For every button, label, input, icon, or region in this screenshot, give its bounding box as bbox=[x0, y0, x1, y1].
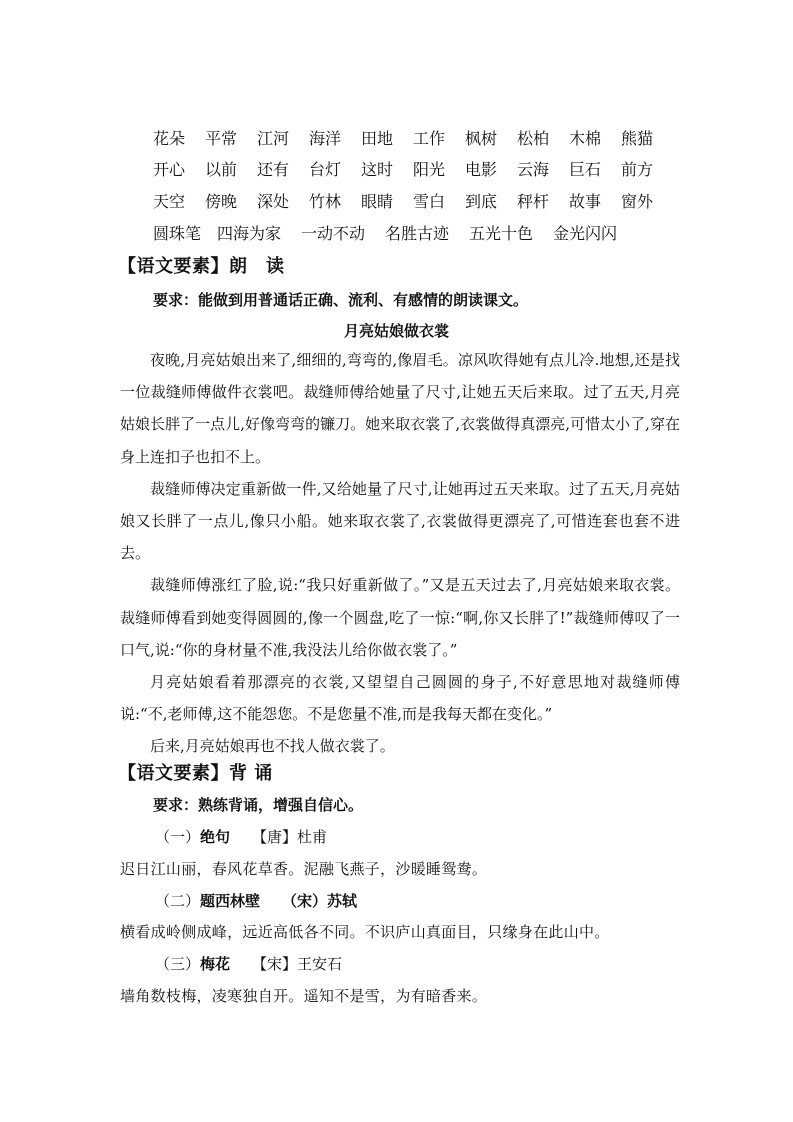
word-row-3 bbox=[153, 189, 653, 212]
poem-title: 题西林壁 bbox=[200, 892, 261, 910]
word-row-1 bbox=[153, 126, 653, 149]
word: 一动不动 bbox=[301, 224, 366, 243]
recite-requirement: 要求：熟练背诵，增强自信心。 bbox=[153, 796, 364, 814]
word: 海洋 bbox=[309, 129, 342, 148]
word: 竹林 bbox=[309, 192, 342, 211]
story-paragraph: 裁缝师傅涨红了脸,说:“我只好重新做了。”又是五天过去了,月亮姑娘来取衣裳。裁缝师傅看到她变得圆圆的,像一个圆盘,吃了一惊:“啊,你又长胖了!”裁缝师傅叹了一口气,说:“你的身材量不准,我没法儿给你做衣裳了。” bbox=[120, 576, 680, 659]
word: 阳光 bbox=[413, 160, 446, 179]
word: 天空 bbox=[153, 192, 186, 211]
poem-text: 墙角数枝梅，凌寒独自开。遥知不是雪，为有暗香来。 bbox=[120, 987, 488, 1005]
story-paragraph: 后来,月亮姑娘再也不找人做衣裳了。 bbox=[150, 737, 395, 756]
poem-index: （二） bbox=[155, 892, 201, 910]
word: 五光十色 bbox=[469, 224, 534, 243]
word: 电影 bbox=[465, 160, 498, 179]
word: 金光闪闪 bbox=[553, 224, 618, 243]
word: 枫树 bbox=[465, 129, 498, 148]
word: 名胜古迹 bbox=[385, 224, 450, 243]
word: 秤杆 bbox=[517, 192, 550, 211]
poem-title: 绝句 bbox=[200, 828, 231, 846]
word: 木棉 bbox=[569, 129, 602, 148]
reading-requirement: 要求：能做到用普通话正确、流利、有感情的朗读课文。 bbox=[153, 291, 529, 309]
word-row-4 bbox=[153, 221, 617, 244]
poem-title-row bbox=[155, 953, 342, 974]
word: 平常 bbox=[205, 129, 238, 148]
poem-index: （三） bbox=[155, 955, 201, 973]
word: 工作 bbox=[413, 129, 446, 148]
poem-author: 【宋】王安石 bbox=[252, 955, 343, 973]
word: 台灯 bbox=[309, 160, 342, 179]
word: 深处 bbox=[257, 192, 290, 211]
poem-text: 迟日江山丽，春风花草香。泥融飞燕子，沙暖睡鸳鸯。 bbox=[120, 860, 488, 878]
word: 故事 bbox=[569, 192, 602, 211]
poem-title: 梅花 bbox=[200, 955, 231, 973]
word: 傍晚 bbox=[205, 192, 238, 211]
word-row-2 bbox=[153, 157, 653, 180]
poem-title-row bbox=[155, 890, 357, 911]
word: 还有 bbox=[257, 160, 290, 179]
word: 以前 bbox=[205, 160, 238, 179]
word: 圆珠笔 bbox=[153, 224, 202, 243]
story-body bbox=[120, 344, 680, 763]
poem-text: 横看成岭侧成峰，远近高低各不同。不识庐山真面目，只缘身在此山中。 bbox=[120, 923, 610, 941]
story-paragraph: 夜晚,月亮姑娘出来了,细细的,弯弯的,像眉毛。凉风吹得她有点儿冷.地想,还是找一位裁缝师傅做件衣裳吧。裁缝师傅给她量了尺寸,让她五天后来取。过了五天,月亮姑娘长胖了一点儿,好像弯弯的镰刀。她来取衣裳了,衣裳做得真漂亮,可惜太小了,穿在身上连扣子也扣不上。 bbox=[120, 351, 680, 466]
poem-index: （一） bbox=[155, 828, 201, 846]
story-title: 月亮姑娘做衣裳 bbox=[343, 322, 449, 340]
section-heading-recite: 【语文要素】背 诵 bbox=[118, 763, 273, 784]
word: 巨石 bbox=[569, 160, 602, 179]
word: 窗外 bbox=[621, 192, 654, 211]
word: 松柏 bbox=[517, 129, 550, 148]
word: 前方 bbox=[621, 160, 654, 179]
word: 开心 bbox=[153, 160, 186, 179]
word: 花朵 bbox=[153, 129, 186, 148]
word: 云海 bbox=[517, 160, 550, 179]
poem-title-row bbox=[155, 826, 327, 847]
story-paragraph: 月亮姑娘看着那漂亮的衣裳,又望望自己圆圆的身子,不好意思地对裁缝师傅说:“不,老师傅,这不能怨您。不是您量不准,而是我每天都在变化。” bbox=[120, 673, 680, 724]
word: 这时 bbox=[361, 160, 394, 179]
word: 眼睛 bbox=[361, 192, 394, 211]
poem-author: 【唐】杜甫 bbox=[252, 828, 328, 846]
word: 四海为家 bbox=[217, 224, 282, 243]
poem-author: （宋）苏轼 bbox=[282, 892, 358, 910]
word: 江河 bbox=[257, 129, 290, 148]
section-heading-reading: 【语文要素】朗 读 bbox=[118, 256, 285, 277]
word: 到底 bbox=[465, 192, 498, 211]
story-paragraph: 裁缝师傅决定重新做一件,又给她量了尺寸,让她再过五天来取。过了五天,月亮姑娘又长胖了一点儿,像只小船。她来取衣裳了,衣裳做得更漂亮了,可惜连套也套不进去。 bbox=[120, 479, 680, 563]
word: 田地 bbox=[361, 129, 394, 148]
word: 熊猫 bbox=[621, 129, 654, 148]
word: 雪白 bbox=[413, 192, 446, 211]
